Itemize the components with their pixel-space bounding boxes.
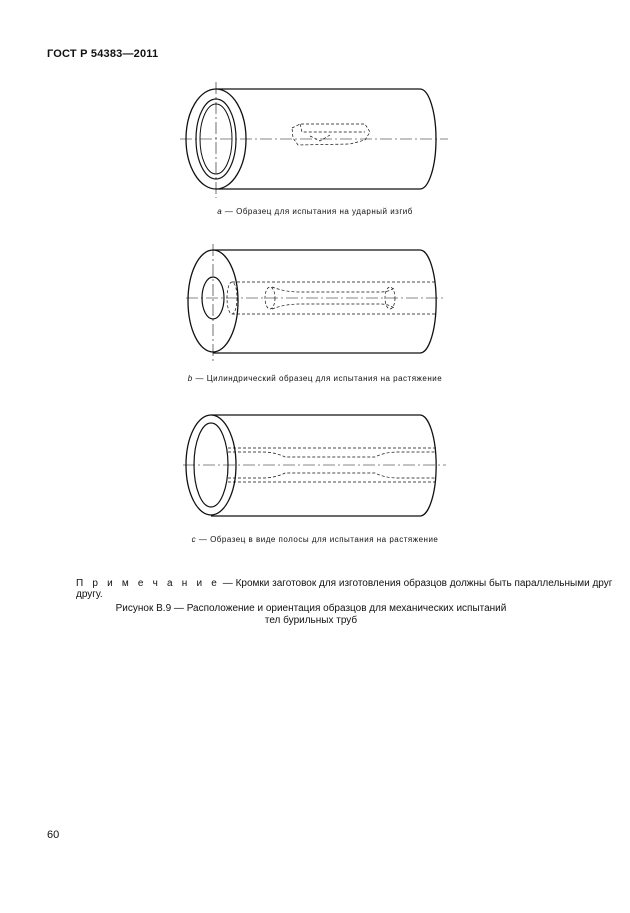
caption-c-text: Образец в виде полосы для испытания на растяжение	[210, 535, 439, 544]
figure-title-line-2: тел бурильных труб	[264, 615, 358, 626]
caption-b-letter: b	[187, 374, 193, 383]
pipe-strip-specimen-drawing	[0, 408, 630, 523]
figure-title-line-1: Рисунок В.9 — Расположение и ориентация образцов для механических испытаний	[115, 603, 507, 614]
caption-a-dash: —	[222, 207, 237, 216]
caption-c-letter: c	[191, 535, 197, 544]
pipe-body	[186, 415, 436, 516]
pipe-cylindrical-specimen-drawing	[0, 240, 630, 370]
figure-note	[76, 578, 630, 600]
caption-a-text: Образец для испытания на ударный изгиб	[236, 207, 413, 216]
note-text: — Кромки заготовок для изготовления образцов должны быть параллельными друг другу.	[76, 578, 613, 600]
caption-b	[0, 374, 630, 383]
caption-b-dash: —	[192, 374, 207, 383]
note-label: П р и м е ч а н и е	[76, 578, 221, 589]
figure-b-drawing	[0, 240, 630, 370]
figure-a-drawing	[0, 78, 630, 200]
caption-a-letter: a	[217, 207, 223, 216]
caption-c-dash: —	[196, 535, 211, 544]
pipe-body	[188, 250, 436, 353]
caption-c	[0, 535, 630, 544]
figure-title	[0, 603, 630, 627]
impact-specimen-outline	[292, 124, 370, 145]
figure-c-drawing	[0, 408, 630, 523]
document-header: ГОСТ Р 54383—2011	[47, 48, 159, 60]
caption-b-text: Цилиндрический образец для испытания на растяжение	[206, 374, 443, 383]
caption-a	[0, 207, 630, 216]
page-number: 60	[47, 829, 60, 841]
pipe-impact-specimen-drawing	[0, 78, 630, 200]
